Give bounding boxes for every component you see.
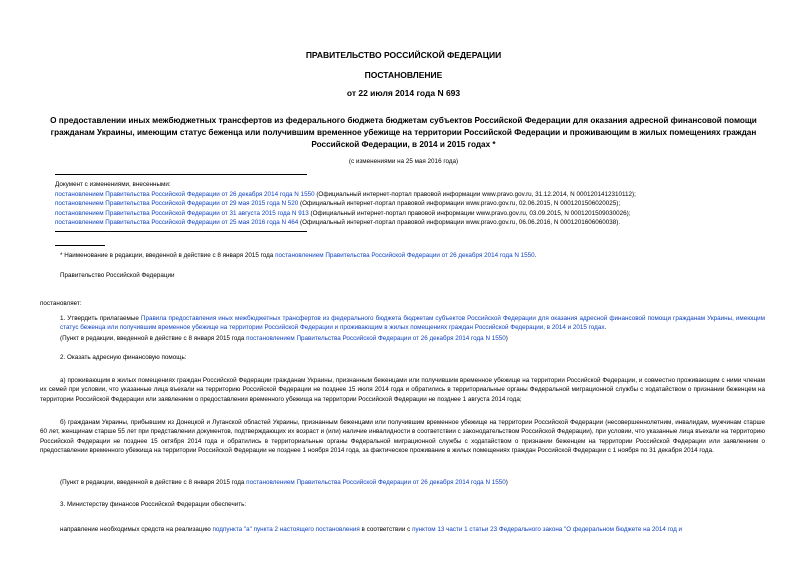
p1-note-end: ): [505, 335, 508, 342]
change-source: (Официальный интернет-портал правовой информации www.pravo.gov.ru, 02.06.2015, N 0001201506020025);: [298, 200, 621, 208]
change-source: (Официальный интернет-портал правовой информации www.pravo.gov.ru, 03.09.2015, N 0001201509030026);: [308, 209, 631, 217]
footnote-rule: [55, 245, 105, 246]
p3-mid: в соответствии с: [359, 526, 413, 533]
changes-bottom-rule: [55, 231, 307, 232]
change-source: (Официальный интернет-портал правовой информации www.pravo.gov.ru, 06.06.2016, N 0001201606060038).: [298, 219, 621, 227]
change-item: [55, 218, 775, 228]
p3-link-federal-law[interactable]: пунктом 13 части 1 статьи 23 Федерального закона "О федеральном бюджете на 2014 год и: [412, 526, 683, 533]
government-header: ПРАВИТЕЛЬСТВО РОССИЙСКОЙ ФЕДЕРАЦИИ: [305, 50, 502, 60]
change-link[interactable]: постановлением Правительства Российской Федерации от 25 мая 2016 года N 464: [55, 219, 299, 227]
footnote-link[interactable]: постановлением Правительства Российской Федерации от 26 декабря 2014 года N 1550: [275, 252, 535, 259]
footnote-text: * Наименование в редакции, введенной в действие с 8 января 2015 года: [60, 252, 276, 259]
change-link[interactable]: постановлением Правительства Российской Федерации от 29 мая 2015 года N 520: [55, 200, 299, 208]
changes-top-rule: [55, 174, 307, 175]
p2-note-prefix: (Пункт в редакции, введенной в действие с 8 января 2015 года: [60, 479, 247, 486]
change-item: [55, 190, 775, 200]
change-source: (Официальный интернет-портал правовой информации www.pravo.gov.ru, 31.12.2014, N 0001201412310112);: [314, 190, 636, 198]
footnote: [60, 251, 780, 261]
paragraph-1: [60, 314, 765, 333]
changes-intro: Документ с изменениями, внесенными:: [55, 181, 171, 188]
change-item: [55, 199, 775, 209]
document-type: ПОСТАНОВЛЕНИЕ: [364, 70, 443, 80]
p3-line-prefix: направление необходимых средств на реализацию: [60, 526, 213, 533]
footnote-end: .: [534, 252, 537, 259]
p1-note-prefix: (Пункт в редакции, введенной в действие с 8 января 2015 года: [60, 335, 247, 342]
document-date-number: от 22 июля 2014 года N 693: [346, 88, 461, 98]
paragraph-3-line: [60, 525, 770, 535]
government-line: Правительство Российской Федерации: [60, 272, 175, 279]
decrees-line: постановляет:: [40, 300, 82, 307]
rules-link[interactable]: Правила предоставления иных межбюджетных трансфертов из федерального бюджета бюджетам субъектов Российской Федерации для оказания адресной финансовой помощи гражданам Украины, имеющим статус беженца или получившим временное убежище на территории Российской Федерации и проживающим в жилых помещениях граждан Российской Федерации, в 2014 и 2015 годах: [60, 315, 766, 332]
p2-note-end: ): [505, 479, 508, 486]
paragraph-3: 3. Министерству финансов Российской Федерации обеспечить:: [60, 501, 247, 508]
paragraph-2b: б) гражданам Украины, прибывшим из Донецкой и Луганской областей Украины, признанным беженцами или получившим временное убежище на территории Российской Федерации (несовершеннолетним, инвалидам, мужчинам старше 60 лет, женщинам старше 55 лет при представлении документов, подтверждающих их возраст и (или) наличие инвалидности в соответствии с законодательством Российской Федерации), при условии, что указанные лица въехали на территорию Российской Федерации не позднее 15 октября 2014 года и обратились в территориальные органы Федеральной миграционной службы с ходатайством о признании беженцем на территории Российской Федерации или заявлением о предоставлении временного убежища на территории Российской Федерации не позднее 1 ноября 2014 года, за фактическое проживание в жилых помещениях граждан Российской Федерации с 1 ноября по 31 декабря 2014 года.: [40, 419, 765, 455]
paragraph-2-note: [60, 479, 508, 486]
paragraph-1-note: [60, 335, 508, 342]
paragraph-2a: а) проживающим в жилых помещениях граждан Российской Федерации гражданам Украины, признанным беженцами или получившим временное убежище на территории Российской Федерации, и совместно проживающим с ними членам их семей при условии, что указанные лица въехали на территорию Российской Федерации не позднее 15 июля 2014 года и обратились в территориальные органы Федеральной миграционной службы с ходатайством о признании беженцем на территории Российской Федерации или заявлением о предоставлении временного убежища на территории Российской Федерации не позднее 1 августа 2014 года;: [40, 377, 765, 403]
p2-note-link[interactable]: постановлением Правительства Российской Федерации от 26 декабря 2014 года N 1550: [246, 479, 506, 486]
revision-note: (с изменениями на 25 мая 2016 года): [348, 158, 459, 165]
document-title: О предоставлении иных межбюджетных трансфертов из федерального бюджета бюджетам субъектов Российской Федерации для оказания адресной финансовой помощи гражданам Украины, имеющим статус беженца или получившим временное убежище на территории Российской Федерации и проживающим в жилых помещениях граждан Российской Федерации, в 2014 и 2015 годах *: [50, 116, 757, 149]
change-link[interactable]: постановлением Правительства Российской Федерации от 31 августа 2015 года N 913: [55, 209, 309, 217]
paragraph-2: 2. Оказать адресную финансовую помощь:: [60, 354, 187, 361]
p1-note-link[interactable]: постановлением Правительства Российской Федерации от 26 декабря 2014 года N 1550: [246, 335, 506, 342]
p1-prefix: 1. Утвердить прилагаемые: [60, 315, 141, 322]
change-item: [55, 209, 775, 219]
changes-block: [55, 180, 775, 228]
change-link[interactable]: постановлением Правительства Российской Федерации от 26 декабря 2014 года N 1550: [55, 190, 315, 198]
p3-link-subparagraph[interactable]: подпункта "а" пункта 2 настоящего постановления: [212, 526, 360, 533]
p1-end: .: [604, 324, 607, 332]
